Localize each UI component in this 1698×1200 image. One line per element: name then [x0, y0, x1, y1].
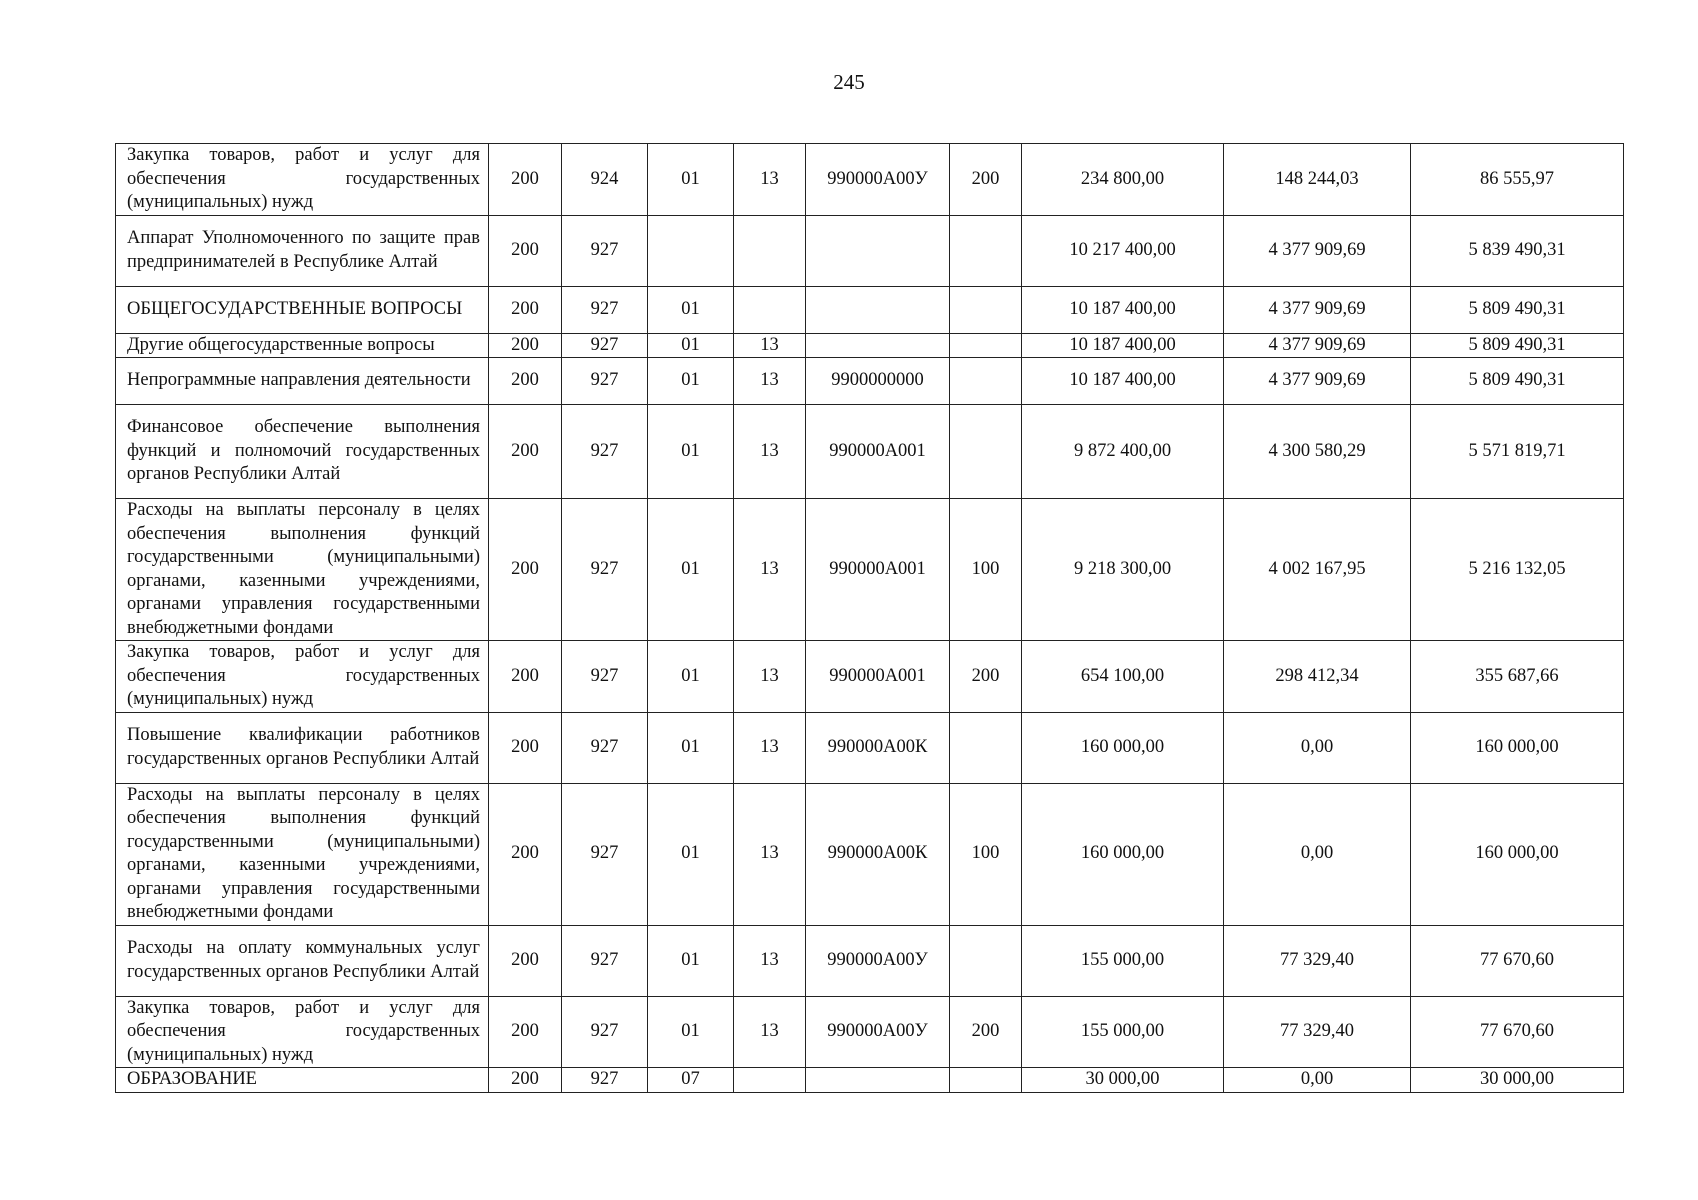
cell-section: 01: [648, 925, 734, 996]
cell-plan: 10 187 400,00: [1022, 358, 1224, 405]
row-name: Закупка товаров, работ и услуг для обеспечения государственных (муниципальных) нужд: [116, 144, 489, 216]
cell-plan: 160 000,00: [1022, 712, 1224, 783]
row-name: Расходы на выплаты персоналу в целях обеспечения выполнения функций государственными (муниципальными) органами, казенными учреждениями, органами управления государственными внебюджетными фондами: [116, 499, 489, 641]
cell-section: 01: [648, 405, 734, 499]
cell-remainder: 160 000,00: [1411, 783, 1624, 925]
cell-ministry: 927: [562, 499, 648, 641]
row-name: Закупка товаров, работ и услуг для обеспечения государственных (муниципальных) нужд: [116, 996, 489, 1068]
cell-remainder: 77 670,60: [1411, 996, 1624, 1068]
table-row: [116, 641, 1624, 713]
cell-expense: 100: [950, 499, 1022, 641]
cell-subsection: 13: [734, 996, 806, 1068]
cell-plan: 10 187 400,00: [1022, 286, 1224, 333]
cell-executed: 4 002 167,95: [1224, 499, 1411, 641]
cell-plan: 160 000,00: [1022, 783, 1224, 925]
cell-executed: 4 377 909,69: [1224, 215, 1411, 286]
table-row: [116, 144, 1624, 216]
cell-remainder: 5 216 132,05: [1411, 499, 1624, 641]
table-row: [116, 996, 1624, 1068]
cell-plan: 9 872 400,00: [1022, 405, 1224, 499]
cell-expense: 200: [950, 641, 1022, 713]
cell-executed: 0,00: [1224, 1068, 1411, 1093]
table-row: [116, 405, 1624, 499]
cell-ministry: 927: [562, 333, 648, 358]
cell-ministry: 924: [562, 144, 648, 216]
cell-subsection: 13: [734, 405, 806, 499]
cell-admin: 200: [489, 405, 562, 499]
cell-admin: 200: [489, 1068, 562, 1093]
cell-target: 990000А001: [806, 499, 950, 641]
cell-expense: [950, 1068, 1022, 1093]
cell-admin: 200: [489, 783, 562, 925]
cell-remainder: 355 687,66: [1411, 641, 1624, 713]
row-name: Закупка товаров, работ и услуг для обеспечения государственных (муниципальных) нужд: [116, 641, 489, 713]
cell-expense: 200: [950, 144, 1022, 216]
cell-subsection: 13: [734, 144, 806, 216]
cell-admin: 200: [489, 712, 562, 783]
cell-remainder: 5 839 490,31: [1411, 215, 1624, 286]
cell-plan: 155 000,00: [1022, 996, 1224, 1068]
cell-ministry: 927: [562, 405, 648, 499]
table-row: [116, 925, 1624, 996]
cell-executed: 77 329,40: [1224, 996, 1411, 1068]
cell-executed: 77 329,40: [1224, 925, 1411, 996]
cell-section: 01: [648, 358, 734, 405]
cell-ministry: 927: [562, 783, 648, 925]
cell-expense: 100: [950, 783, 1022, 925]
cell-expense: [950, 358, 1022, 405]
table-row: [116, 712, 1624, 783]
cell-admin: 200: [489, 286, 562, 333]
cell-ministry: 927: [562, 925, 648, 996]
cell-remainder: 160 000,00: [1411, 712, 1624, 783]
table-row: [116, 215, 1624, 286]
row-name: Непрограммные направления деятельности: [116, 358, 489, 405]
cell-expense: [950, 286, 1022, 333]
cell-plan: 155 000,00: [1022, 925, 1224, 996]
cell-expense: [950, 405, 1022, 499]
cell-section: 01: [648, 641, 734, 713]
cell-section: 01: [648, 499, 734, 641]
cell-admin: 200: [489, 499, 562, 641]
cell-section: 01: [648, 144, 734, 216]
cell-admin: 200: [489, 996, 562, 1068]
table-row: [116, 783, 1624, 925]
cell-executed: 4 377 909,69: [1224, 286, 1411, 333]
cell-ministry: 927: [562, 358, 648, 405]
cell-target: 990000А00У: [806, 925, 950, 996]
row-name: Аппарат Уполномоченного по защите прав предпринимателей в Республике Алтай: [116, 215, 489, 286]
cell-subsection: [734, 286, 806, 333]
cell-remainder: 5 571 819,71: [1411, 405, 1624, 499]
table-row: [116, 1068, 1624, 1093]
cell-plan: 654 100,00: [1022, 641, 1224, 713]
cell-remainder: 5 809 490,31: [1411, 333, 1624, 358]
row-name: ОБРАЗОВАНИЕ: [116, 1068, 489, 1093]
cell-section: 01: [648, 333, 734, 358]
cell-remainder: 30 000,00: [1411, 1068, 1624, 1093]
cell-remainder: 5 809 490,31: [1411, 286, 1624, 333]
row-name: Расходы на оплату коммунальных услуг государственных органов Республики Алтай: [116, 925, 489, 996]
cell-admin: 200: [489, 641, 562, 713]
cell-target: [806, 286, 950, 333]
cell-subsection: 13: [734, 358, 806, 405]
cell-subsection: 13: [734, 925, 806, 996]
cell-executed: 148 244,03: [1224, 144, 1411, 216]
cell-ministry: 927: [562, 215, 648, 286]
budget-table: [115, 143, 1624, 1093]
cell-target: 990000А001: [806, 641, 950, 713]
cell-executed: 0,00: [1224, 712, 1411, 783]
table-row: [116, 333, 1624, 358]
cell-ministry: 927: [562, 996, 648, 1068]
cell-admin: 200: [489, 925, 562, 996]
table-row: [116, 358, 1624, 405]
cell-expense: [950, 215, 1022, 286]
cell-section: 01: [648, 996, 734, 1068]
cell-section: 07: [648, 1068, 734, 1093]
page-number: 245: [833, 70, 865, 94]
cell-target: [806, 215, 950, 286]
cell-subsection: 13: [734, 499, 806, 641]
cell-target: 990000А00К: [806, 783, 950, 925]
cell-target: 990000А00У: [806, 996, 950, 1068]
row-name: Финансовое обеспечение выполнения функций и полномочий государственных органов Республики Алтай: [116, 405, 489, 499]
cell-executed: 4 300 580,29: [1224, 405, 1411, 499]
row-name: ОБЩЕГОСУДАРСТВЕННЫЕ ВОПРОСЫ: [116, 286, 489, 333]
cell-plan: 9 218 300,00: [1022, 499, 1224, 641]
table-row: [116, 499, 1624, 641]
cell-expense: 200: [950, 996, 1022, 1068]
cell-admin: 200: [489, 215, 562, 286]
cell-section: [648, 215, 734, 286]
cell-target: [806, 333, 950, 358]
cell-subsection: 13: [734, 333, 806, 358]
cell-target: 990000А00К: [806, 712, 950, 783]
cell-executed: 4 377 909,69: [1224, 333, 1411, 358]
row-name: Расходы на выплаты персоналу в целях обеспечения выполнения функций государственными (муниципальными) органами, казенными учреждениями, органами управления государственными внебюджетными фондами: [116, 783, 489, 925]
cell-section: 01: [648, 286, 734, 333]
cell-subsection: 13: [734, 783, 806, 925]
cell-plan: 10 217 400,00: [1022, 215, 1224, 286]
cell-plan: 30 000,00: [1022, 1068, 1224, 1093]
cell-admin: 200: [489, 358, 562, 405]
cell-target: 990000А001: [806, 405, 950, 499]
cell-admin: 200: [489, 144, 562, 216]
cell-plan: 234 800,00: [1022, 144, 1224, 216]
row-name: Повышение квалификации работников государственных органов Республики Алтай: [116, 712, 489, 783]
cell-executed: 298 412,34: [1224, 641, 1411, 713]
table-row: [116, 286, 1624, 333]
cell-section: 01: [648, 712, 734, 783]
cell-target: 990000А00У: [806, 144, 950, 216]
cell-remainder: 5 809 490,31: [1411, 358, 1624, 405]
row-name: Другие общегосударственные вопросы: [116, 333, 489, 358]
cell-subsection: [734, 215, 806, 286]
cell-ministry: 927: [562, 1068, 648, 1093]
cell-subsection: 13: [734, 712, 806, 783]
cell-executed: 0,00: [1224, 783, 1411, 925]
cell-expense: [950, 925, 1022, 996]
cell-ministry: 927: [562, 641, 648, 713]
cell-subsection: 13: [734, 641, 806, 713]
cell-plan: 10 187 400,00: [1022, 333, 1224, 358]
cell-remainder: 86 555,97: [1411, 144, 1624, 216]
cell-target: 9900000000: [806, 358, 950, 405]
cell-expense: [950, 712, 1022, 783]
cell-expense: [950, 333, 1022, 358]
cell-ministry: 927: [562, 286, 648, 333]
cell-section: 01: [648, 783, 734, 925]
cell-remainder: 77 670,60: [1411, 925, 1624, 996]
cell-subsection: [734, 1068, 806, 1093]
cell-admin: 200: [489, 333, 562, 358]
cell-executed: 4 377 909,69: [1224, 358, 1411, 405]
cell-target: [806, 1068, 950, 1093]
cell-ministry: 927: [562, 712, 648, 783]
